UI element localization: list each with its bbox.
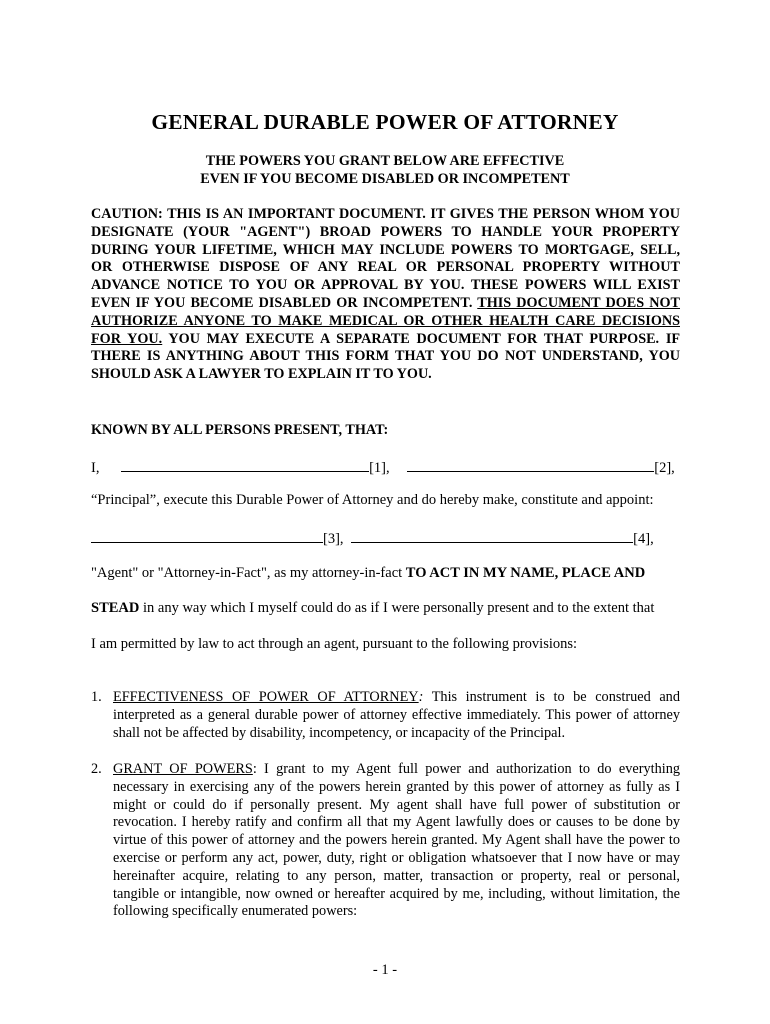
blank-4-ref: [4], [633,531,654,547]
stead-line-text: in any way which I myself could do as if I were personally present and to the extent that [139,600,655,616]
item-1-colon: : [418,689,424,705]
page-number: - 1 - [372,962,398,978]
item-1-text: This instrument is to be construed and interpreted as a general durable power of attorney effective immediately. This power of attorney shall not be affected by disability, incompetency, or incapacity of the Principal. [113,689,680,741]
agent-line [91,565,680,582]
subtitle-line-2: EVEN IF YOU BECOME DISABLED OR INCOMPETENT [200,171,570,187]
caution-text-2: YOU MAY EXECUTE A SEPARATE DOCUMENT FOR THAT PURPOSE. IF THERE IS ANYTHING ABOUT THIS FORM THAT YOU DO NOT UNDERSTAND, YOU SHOULD ASK A LAWYER TO EXPLAIN IT TO YOU. [91,330,681,383]
item-1-paragraph [113,689,680,742]
item-2-text: : I grant to my Agent full power and authorization to do everything necessary in exercising any of the powers herein granted by this power of attorney as fully as I might or could do if personally present. My agent shall have full power of substitution or revocation. I hereby ratify and confirm all that my Agent lawfully does or causes to be done by virtue of this power of attorney and the powers herein granted. My Agent shall have the power to exercise or perform any act, power, duty, right or obligation whatsoever that I now have or may hereinafter acquire, relating to any person, matter, transaction or property, real or personal, tangible or intangible, now owned or hereafter acquired by me, including, without limitation, the following specifically enumerated powers: [113,761,680,920]
blank-2-ref: [2], [654,460,675,476]
i-prefix: I, [91,460,100,476]
agent-name-blank-4[interactable] [351,528,633,543]
agent-line-text: "Agent" or "Attorney-in-Fact", as my attorney-in-fact [91,565,406,581]
principal-names-line [91,457,675,477]
caution-paragraph [91,206,680,384]
item-1-number: 1. [91,689,102,705]
caution-underlined-text: THIS DOCUMENT DOES NOT AUTHORIZE ANYONE TO MAKE MEDICAL OR OTHER HEALTH CARE DECISIONS FOR YOU. [91,294,680,347]
item-2-number: 2. [91,761,102,777]
agent-name-blank-3[interactable] [91,528,323,543]
blank-3-ref: [3], [323,531,344,547]
item-2-paragraph [113,761,680,921]
agent-names-line [91,528,654,548]
principal-name-blank-2[interactable] [407,457,654,472]
subtitle-line-1: THE POWERS YOU GRANT BELOW ARE EFFECTIVE [205,153,565,169]
blank-1-ref: [1], [369,460,390,476]
stead-bold-text: STEAD [91,600,140,616]
document-title: GENERAL DURABLE POWER OF ATTORNEY [151,110,619,134]
known-by-heading: KNOWN BY ALL PERSONS PRESENT, THAT: [91,422,389,438]
principal-appoint-line: “Principal”, execute this Durable Power of Attorney and do hereby make, constitute and appoint: [91,492,654,508]
item-2-heading: GRANT OF POWERS [113,761,253,777]
item-1-heading: EFFECTIVENESS OF POWER OF ATTORNEY [113,689,419,705]
stead-line [91,600,680,617]
permitted-line: I am permitted by law to act through an agent, pursuant to the following provisions: [91,636,578,652]
principal-name-blank-1[interactable] [121,457,369,472]
agent-line-bold-text: TO ACT IN MY NAME, PLACE AND [405,565,646,581]
caution-text-1: CAUTION: THIS IS AN IMPORTANT DOCUMENT. IT GIVES THE PERSON WHOM YOU DESIGNATE (YOUR "AGENT") BROAD POWERS TO HANDLE YOUR PROPERTY DURING YOUR LIFETIME, WHICH MAY INCLUDE POWERS TO MORTGAGE, SELL, OR OTHERWISE DISPOSE OF ANY REAL OR PERSONAL PROPERTY WITHOUT ADVANCE NOTICE TO YOU OR APPROVAL BY YOU. THESE POWERS WILL EXIST EVEN IF YOU BECOME DISABLED OR INCOMPETENT. [91,206,680,311]
